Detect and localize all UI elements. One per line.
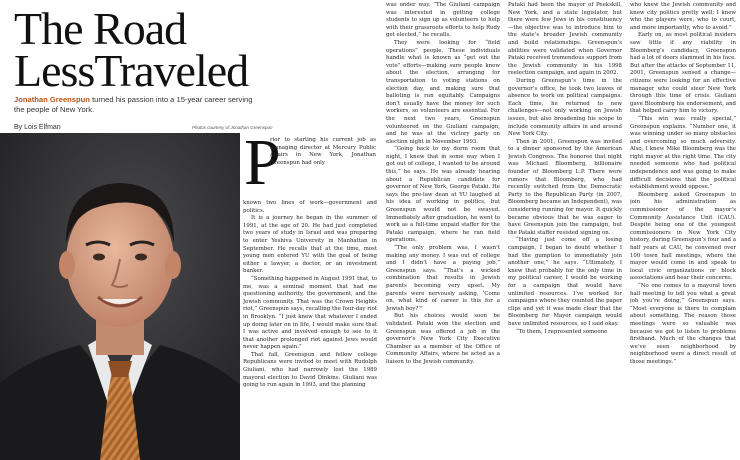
portrait-photo (0, 133, 240, 460)
paragraph: was under way. “The Giuliani campaign was interested in getting college students to sign up as volunteers to help with their grassroots efforts to help Rudy get elected,” he recalls. (386, 2, 500, 39)
portrait-illustration (0, 133, 240, 460)
paragraph: rior to starting his current job as managing director at Mercury Public Affairs in New York, Jonathan Greenspun had only (270, 137, 376, 166)
title-line-1: The Road (14, 3, 187, 54)
title-line-2: LessTraveled (14, 45, 249, 96)
subtitle-text: turned his passion into a 15-year career serving the people of New York. (14, 95, 253, 114)
paragraph: “Something happened in August 1991 that, to me, was a seminal moment that had me questioning authority, the government, and the Jewish community. That was the Crown Heights riot,” Greenspun says, recalling the four-day riot in Brooklyn. “I just knew that whatever I ended up doing later on in life, I would make sure that I was active and involved enough to see to it that another prolonged riot against Jews would never happen again.” (243, 275, 377, 351)
paragraph: Early on, as most political insiders saw little if any viability in Bloomberg’s candidacy, Greenspun had a lot of doors slammed in his face. But after the attacks of September 11, 2001, Greenspun sensed a change—citizens were looking for an effective manager who could steer New York through this time of crisis. Giuliani gave Bloomberg his endorsement, and that helped carry him to victory. (630, 32, 736, 115)
article-column-1-top (270, 137, 376, 199)
paragraph: “No one comes to a mayoral town hall meeting to tell you what a great job you’re doing,” Greenspun says. “Most everyone is there to complain about something. The reason those meetings were so valuable was because we got to listen to problems firsthand. Much of the changes that we’ve seen neighborhood by neighborhood were a direct result of those meetings.” (630, 282, 736, 365)
article-column-1 (243, 200, 377, 458)
article-column-3 (508, 2, 622, 458)
paragraph: “To them, I represented someone (516, 328, 608, 335)
subtitle-name: Jonathan Greenspun (14, 95, 90, 104)
photo-credit: Photos courtesy of Jonathan Greenspun (192, 125, 273, 130)
paragraph: But his choices would soon be validated. Pataki won the election and Greenspun was offered a job in the governor’s New York City Executive Chamber as a member of the Office of Community Affairs, where he acted as a liaison to the Jewish community. (386, 313, 500, 365)
paragraph: During Greenspun’s time in the governor’s office, he took two leaves of absence to work on political campaigns. Each time, he returned to new challenges—not only working on Jewish issues, but also broadening his scope to include community affairs in and around New York City. (508, 77, 622, 138)
paragraph: Then in 2001, Greenspun was invited to a dinner sponsored by the American Jewish Congress. The honoree that night was Michael Bloomberg, billionaire founder of Bloomberg L.P. There were rumors that Bloomberg, who had recently switched from the Democratic Party to the Republican Party (in 2007, Bloomberg became an Independent), was considering running for mayor. It quickly became obvious that he was eager to have Greenspun join the campaign, but the Pataki staffer resisted signing on. (508, 138, 622, 236)
byline: By Lois Elfman (14, 124, 61, 131)
paragraph: “The only problem was, I wasn’t making any money. I was out of college and I didn’t have a paying job,” Greenspun says. “That’s a wicked combination that results in Jewish parents becoming very upset. My parents were nervously asking, ‘Come on, what kind of career is this for a Jewish boy?’” (386, 245, 500, 312)
article-subtitle (14, 95, 254, 114)
paragraph: who knew the Jewish community and knew city politics pretty well; I knew who the players were, who to court, and more importantly, who to avoid.” (630, 2, 736, 31)
paragraph: They were looking for “field operations” people. These individuals handle what is known as “get out the vote” efforts—making sure people know about the election, arranging for transportation to voting stations on election day, and making sure that balloting is run equitably. Campaigns don’t usually have the money for such workers, so volunteers are essential. For the next two years, Greenspun volunteered on the Giuliani campaign, and he was at the victory party on election night in November 1993. (386, 39, 500, 145)
paragraph: Pataki had been the mayor of Peekskill, New York, and a state legislator, but there were few Jews in his constituency—the objective was to introduce him to the state’s broader Jewish community and build relationships. Greenspun’s abilities were validated when Governor Pataki received tremendous support from the Jewish community in his 1998 reelection campaign, and again in 2002. (508, 2, 622, 77)
paragraph: “Having just come off a losing campaign, I began to doubt whether I had the gumption to immediately join another one,” he says. “Ultimately, I knew that probably for the only time in my political career, I would be working for a campaign that would have unlimited resources. I’ve worked for campaigns where they counted the paper clips and yet it was made clear that the Bloomberg for Mayor campaign would have unlimited resources, so I said okay. (508, 237, 622, 327)
paragraph: It is a journey he began in the summer of 1991, at the age of 20. He had just completed two years of study in Israel and was preparing to enter Yeshiva University in Manhattan in September. He recalls that at the time, most young men entered YU with the goal of being either a lawyer, a doctor, or an investment banker. (243, 215, 377, 275)
article-title (14, 3, 249, 96)
article-column-2 (386, 2, 500, 458)
drop-cap: P (244, 126, 281, 199)
paragraph: known two lines of work—government and politics. (243, 200, 377, 214)
paragraph: Bloomberg asked Greenspun to join his administration as commissioner of the mayor’s Community Assistance Unit (CAU). Despite being one of the youngest commissioners in New York City history, during Greenspun’s four and a half years at CAU, he convened over 100 town hall meetings, where the mayor would come in and speak to local civic organizations or block associations and hear their concerns. (630, 191, 736, 282)
article-column-4 (630, 2, 736, 458)
paragraph: “This win was really special,” Greenspun explains. “Number one, it was winning under so many obstacles and overcoming so much adversity. Also, I knew Mike Bloomberg was the right mayor at the right time. The city needed someone who had political independence and was going to make difficult decisions that the political establishment would oppose.” (630, 115, 736, 191)
paragraph: “Going back to my dorm room that night, I knew that in some way when I got out of college, I wanted to be around this,” he says. He was already hearing about a Republican candidate for governor of New York, George Pataki. He says the pre-law dean at YU laughed at his idea of working in politics, but Greenspun would not be swayed. Immediately after graduation, he went to work as a full-time unpaid staffer for the Pataki campaign, where he ran field operations. (386, 146, 500, 244)
paragraph: That fall, Greenspun and fellow college Republicans were invited to meet with Rudolph Giuliani, who had narrowly lost the 1989 mayoral election to David Dinkins. Giuliani was going to run again in 1993, and the planning (243, 351, 377, 389)
